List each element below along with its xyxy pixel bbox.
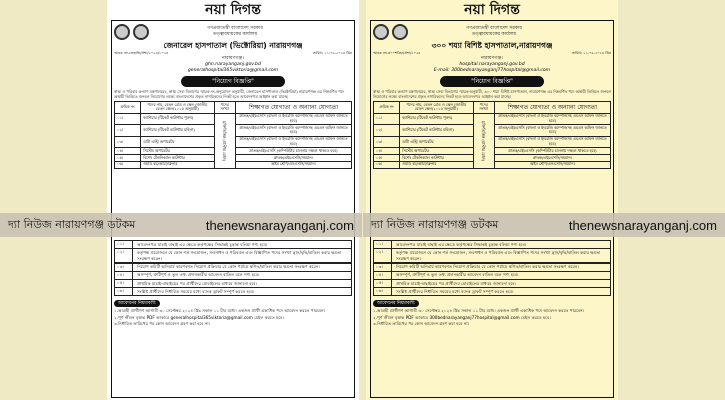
condition-text: কর্তৃপক্ষ প্রয়োজনে যে কোন শর্ত সংযোজন, সংশোধন ও পরিবর্তন এবং বিজ্ঞাপিত পদের সংখ্যা হ্রাস/বৃদ্ধি/বাতিল করার ক্ষমতা সংরক্ষণ করেন। <box>137 249 342 261</box>
job-notice-300-bed-hospital <box>366 0 618 400</box>
serial: ০৬। <box>374 161 400 168</box>
post-count: চুক্তিভিত্তিক (মাস্টার রোল) <box>473 113 494 168</box>
hospital-name: ৩০০ শয্যা বিশিষ্ট হাসপাতাল,নারায়ণগঞ্জ <box>431 41 553 50</box>
posts-table <box>373 101 611 169</box>
serial: ০১। <box>115 113 141 125</box>
condition-text: আবেদনপত্র যাচাই বাছাই এর ক্ষেত্রে কর্তৃপক্ষের সিদ্ধান্তই চূড়ান্ত বলিয়া গণ্য হবে। <box>396 241 527 247</box>
watermark-banner <box>0 213 362 237</box>
condition-text: নিয়োগ কমিটি অনিবার্য কারণবশত নিয়োগ প্রক্রিয়ার যে কোন পর্যায়ে স্থগিত/বাতিল করার ক্ষমতা সংরক্ষণ করেন। <box>137 264 320 270</box>
notice-title: "নিয়োগ বিজ্ঞপ্তি" <box>440 76 544 87</box>
notice-box <box>111 20 355 398</box>
post-name: সিস্টেম অপারেটর <box>400 148 473 155</box>
hospital-name: জেনারেল হাসপাতাল (ভিক্টোরিয়া) নারায়ণগঞ্জ <box>163 41 303 50</box>
government-logos <box>373 24 411 40</box>
condition-item <box>373 263 611 272</box>
condition-item <box>373 287 611 296</box>
qualification: স্নাতক/এইচএসসি (বাংলা ও ইংরেজি কম্পোজসহ এমএস অফিস জানতে হবে) <box>494 113 610 125</box>
notice-lower <box>373 241 611 396</box>
website: ghn.narayanganj.gov.bd <box>205 62 261 67</box>
condition-text: অসম্পূর্ণ, ত্রুটিপূর্ণ ও ভুল তথ্য প্রদানকারীর আবেদন বাতিল বলে গণ্য হবে। <box>396 272 519 278</box>
post-name: ক্যাশিয়ার (টিকেট কাউন্টার মহিলা) <box>400 125 473 137</box>
header-row <box>114 22 352 41</box>
notice-date: তারিখ: ১১.০৯.২০২৪ খ্রিঃ <box>312 51 352 55</box>
notice-date: তারিখ: ১১.০৯.২০২৪ খ্রিঃ <box>571 51 611 55</box>
qualification: স্নাতক/এইচএসসি (কম্পিউটার চালনায় দক্ষতা থাকতে হবে) <box>494 148 610 155</box>
col-post: পদের নাম, বেতন গ্রেড ও স্কেল (জাতীয় বেতন স্কেল/২০১৫ অনুযায়ী) <box>141 102 214 114</box>
post-name: বিশেষ টেকনিক্যাল কাউন্টার <box>400 155 473 162</box>
condition-number: ০৬। <box>374 288 392 295</box>
city: নারায়ণগঞ্জ। <box>481 56 503 61</box>
post-name: ক্যাশিয়ার (টিকেট কাউন্টার পুরুষ) <box>141 113 214 125</box>
condition-text: কর্তৃপক্ষ প্রয়োজনে যে কোন শর্ত সংযোজন, সংশোধন ও পরিবর্তন এবং বিজ্ঞাপিত পদের সংখ্যা হ্রাস/বৃদ্ধি/বাতিল করার ক্ষমতা সংরক্ষণ করেন। <box>396 249 601 261</box>
qualification: অষ্টম শ্রেণি/এসএসসি/সমমান। <box>235 161 351 168</box>
col-post: পদের নাম, বেতন গ্রেড ও স্কেল (জাতীয় বেতন স্কেল/২০১৫ অনুযায়ী) <box>400 102 473 114</box>
qualification: স্নাতক/এইচএসসি (বাংলা ও ইংরেজি কম্পোজসহ এমএস অফিস জানতে হবে) <box>494 136 610 148</box>
condition-item <box>373 240 611 249</box>
condition-text: প্রাথমিক যাচাই-বাছাইয়ের পর প্রার্থীদের মোবাইলের মাধ্যমে জানানো হবে। <box>396 280 517 286</box>
table-row <box>374 113 611 125</box>
instruction-line: ২.পূর্ণ জীবন বৃত্তান্ত PDF আকারে generalhospital365viktoria@gmail.com মেইল করতে হবে। <box>114 314 284 320</box>
instruction-line: ৩.নির্ধারিত তারিখের পর কোন আবেদন গ্রহণ করা হবে না। <box>114 321 211 327</box>
instructions <box>114 300 352 328</box>
condition-item <box>373 279 611 288</box>
serial: ০১। <box>374 113 400 125</box>
condition-item <box>114 263 352 272</box>
post-name: ক্যাশিয়ার (টিকেট কাউন্টার মহিলা) <box>141 125 214 137</box>
qualification: স্নাতক/এইচএসসি (বাংলা ও ইংরেজি কম্পোজসহ এমএস অফিস জানতে হবে) <box>494 125 610 137</box>
serial: ০৩। <box>374 136 400 148</box>
newspaper-masthead: নয়া দিগন্ত <box>464 2 520 18</box>
condition-number: ০৩। <box>374 264 392 271</box>
intro-paragraph: স্বাস্থ্য ও পরিবার কল্যাণ মন্ত্রণালয়ের, স্বাস্থ্য সেবা বিভাগের স্মারক নং-অনুমোদন অনুযায়ী, জেনারেল হাসপাতাল (ভিক্টোরিয়া) নারায়ণগঞ্জ এর নিম্নবর্ণিত পদে অস্থায়ী ভিত্তিতে জনবল নিয়োগের লক্ষ্যে বাংলাদেশের প্রকৃত নাগরিকদের নিকট হতে আবেদনপত্র আহ্বান করা যাচ্ছে। <box>114 89 345 99</box>
serial: ০৫। <box>115 155 141 162</box>
serial: ০২। <box>374 125 400 137</box>
notice-upper <box>373 22 611 212</box>
newspaper-masthead: নয়া দিগন্ত <box>205 2 261 18</box>
condition-item <box>114 271 352 280</box>
notice-box <box>370 20 614 398</box>
qualification: অষ্টম শ্রেণি/এসএসসি/সমমান। <box>494 161 610 168</box>
intro-paragraph: স্বাস্থ্য ও পরিবার কল্যাণ মন্ত্রণালয়ের, স্বাস্থ্য সেবা বিভাগের স্মারক অনুযায়ী, ৩০০ শয্যা বিশিষ্ট হাসপাতাল, নারায়ণগঞ্জ এর নিম্নবর্ণিত পদে অস্থায়ী ভিত্তিতে জনবল নিয়োগের লক্ষ্যে বাংলাদেশের প্রকৃত নাগরিকদের নিকট হতে আবেদনপত্র আহ্বান করা যাচ্ছে। <box>373 89 611 99</box>
condition-number: ০৩। <box>115 264 133 271</box>
condition-number: ০২। <box>115 249 133 262</box>
instruction-line: ২.পূর্ণ জীবন বৃত্তান্ত PDF আকারে 300bednarayanganj77hospital@gmail.com মেইল করতে হবে। <box>373 314 551 320</box>
condition-text: সংশ্লিষ্ট প্রার্থীদের নির্ধারিত সময়ের মধ্যে ব্যাংক ড্রাফট সম্পূর্ণ করতে হবে। <box>137 288 255 294</box>
city: নারায়ণগঞ্জ। <box>222 56 244 61</box>
hospital-logo-icon <box>392 24 408 40</box>
posts-table <box>114 101 352 169</box>
condition-number: ০১। <box>374 241 392 248</box>
instructions <box>373 300 611 328</box>
instructions-title: আবেদনের নিয়মাবলী: <box>373 300 419 307</box>
qualification: স্নাতক/এইচএসসি (বাংলা ও ইংরেজি কম্পোজসহ এমএস অফিস জানতে হবে) <box>235 125 351 137</box>
serial: ০৬। <box>115 161 141 168</box>
email: generalhospital365viktoria@gmail.com <box>187 68 279 73</box>
condition-text: নিয়োগ কমিটি অনিবার্য কারণবশত নিয়োগ প্রক্রিয়ার যে কোন পর্যায়ে স্থগিত/বাতিল করার ক্ষমতা সংরক্ষণ করেন। <box>396 264 579 270</box>
col-serial: ক্রমিক নং <box>374 102 400 114</box>
table-row <box>115 113 352 125</box>
instructions-title: আবেদনের নিয়মাবলী: <box>114 300 160 307</box>
post-name: ওয়ার্ড বয়/আয়া/ক্লিনার <box>141 161 214 168</box>
condition-number: ০৬। <box>115 288 133 295</box>
watermark-banner <box>363 213 725 237</box>
condition-item <box>373 271 611 280</box>
condition-number: ০৪। <box>374 272 392 279</box>
condition-text: সংশ্লিষ্ট প্রার্থীদের নির্ধারিত সময়ের মধ্যে ব্যাংক ড্রাফট সম্পূর্ণ করতে হবে। <box>396 288 514 294</box>
serial: ০৪। <box>374 148 400 155</box>
post-name: সিস্টেম অপারেটর <box>141 148 214 155</box>
memo-number: স্মারক নং-৩০০শবিহা/প্রশা/২০২৪ <box>373 51 421 55</box>
serial: ০৪। <box>115 148 141 155</box>
header-row <box>373 22 611 41</box>
condition-number: ০৫। <box>115 280 133 287</box>
email: E-mail: 300bednarayanganj77hospital@gmail.com <box>433 68 551 73</box>
post-name: বিশেষ টেকনিক্যাল কাউন্টার <box>141 155 214 162</box>
job-notice-general-hospital <box>107 0 359 400</box>
qualification: স্নাতক/এইচএসসি (কম্পিউটার চালনায় দক্ষতা থাকতে হবে) <box>235 148 351 155</box>
table-header <box>374 102 611 114</box>
condition-number: ০১। <box>115 241 133 248</box>
col-serial: ক্রমিক নং <box>115 102 141 114</box>
office-title: তত্ত্বাবধায়কের কার্যালয় <box>471 31 517 37</box>
qualification: স্নাতক/এইচএসসি (বাংলা ও ইংরেজি কম্পোজসহ এমএস অফিস জানতে হবে) <box>235 136 351 148</box>
serial: ০৫। <box>374 155 400 162</box>
notice-title: "নিয়োগ বিজ্ঞপ্তি" <box>181 76 285 87</box>
table-header <box>115 102 352 114</box>
website: hospital.narayanganj.gov.bd <box>459 62 525 67</box>
post-count: চুক্তিভিত্তিক (মাস্টার রোল) <box>214 113 235 168</box>
qualification: স্নাতক/এইচএসসি/সমমান। <box>235 155 351 162</box>
col-count: পদের সংখ্যা <box>214 102 235 114</box>
condition-item <box>114 279 352 288</box>
post-name: ডাটা এন্ট্রি অপারেটর <box>141 136 214 148</box>
notice-lower <box>114 241 352 396</box>
serial: ০২। <box>115 125 141 137</box>
watermark-bn: দ্যা নিউজ নারায়ণগঞ্জ ডটকম <box>371 217 499 231</box>
qualification: স্নাতক/এইচএসসি/সমমান। <box>494 155 610 162</box>
instruction-line: ১.আগ্রহী প্রার্থীগণ আগামী ৩০ সেপ্টেম্বর ২০২৪ খ্রিঃ সকাল ১১ টার মধ্যে। একজন প্রার্থী একাধিক পদে আবেদন করতে পারবেন। <box>114 308 326 314</box>
condition-item <box>114 248 352 263</box>
memo-number: স্মারক নং-জেহাভি/প্রশা/২০২৪/১০২৪ <box>114 51 169 55</box>
condition-number: ০২। <box>374 249 392 262</box>
bangladesh-seal-icon <box>373 24 389 40</box>
condition-item <box>373 248 611 263</box>
condition-number: ০৫। <box>374 280 392 287</box>
instruction-line: ৩.নির্ধারিত তারিখের পর কোন আবেদন গ্রহণ করা হবে না। <box>373 321 470 327</box>
hospital-logo-icon <box>133 24 149 40</box>
qualification: স্নাতক/এইচএসসি (বাংলা ও ইংরেজি কম্পোজসহ এমএস অফিস জানতে হবে) <box>235 113 351 125</box>
post-name: ওয়ার্ড বয়/আয়া/ক্লিনার <box>400 161 473 168</box>
watermark-en: thenewsnarayanganj.com <box>205 217 354 233</box>
condition-item <box>114 240 352 249</box>
condition-text: প্রাথমিক যাচাই-বাছাইয়ের পর প্রার্থীদের মোবাইলের মাধ্যমে জানানো হবে। <box>137 280 258 286</box>
bangladesh-seal-icon <box>114 24 130 40</box>
condition-number: ০৪। <box>115 272 133 279</box>
watermark-en: thenewsnarayanganj.com <box>568 217 717 233</box>
instruction-line: ১.আগ্রহী প্রার্থীগণ আগামী ৩০ সেপ্টেম্বর ২০২৪ খ্রিঃ সকাল ১১ টার মধ্যে। একজন প্রার্থী একাধিক পদে আবেদন করতে পারবেন। <box>373 308 585 314</box>
post-name: ক্যাশিয়ার (টিকেট কাউন্টার পুরুষ) <box>400 113 473 125</box>
government-logos <box>114 24 152 40</box>
notice-upper <box>114 22 352 212</box>
watermark-bn: দ্যা নিউজ নারায়ণগঞ্জ ডটকম <box>8 217 136 231</box>
office-title: তত্ত্বাবধায়কের কার্যালয় <box>212 31 258 37</box>
serial: ০৩। <box>115 136 141 148</box>
government-title: গণপ্রজাতন্ত্রী বাংলাদেশ সরকার <box>466 25 522 31</box>
col-qualification: শিক্ষাগত যোগ্যতা ও অন্যান্য যোগ্যতা <box>235 102 351 114</box>
condition-text: অসম্পূর্ণ, ত্রুটিপূর্ণ ও ভুল তথ্য প্রদানকারীর আবেদন বাতিল বলে গণ্য হবে। <box>137 272 260 278</box>
post-name: ডাটা এন্ট্রি অপারেটর <box>400 136 473 148</box>
government-title: গণপ্রজাতন্ত্রী বাংলাদেশ সরকার <box>207 25 263 31</box>
col-count: পদের সংখ্যা <box>473 102 494 114</box>
col-qualification: শিক্ষাগত যোগ্যতা ও অন্যান্য যোগ্যতা <box>494 102 610 114</box>
condition-text: আবেদনপত্র যাচাই বাছাই এর ক্ষেত্রে কর্তৃপক্ষের সিদ্ধান্তই চূড়ান্ত বলিয়া গণ্য হবে। <box>137 241 268 247</box>
condition-item <box>114 287 352 296</box>
